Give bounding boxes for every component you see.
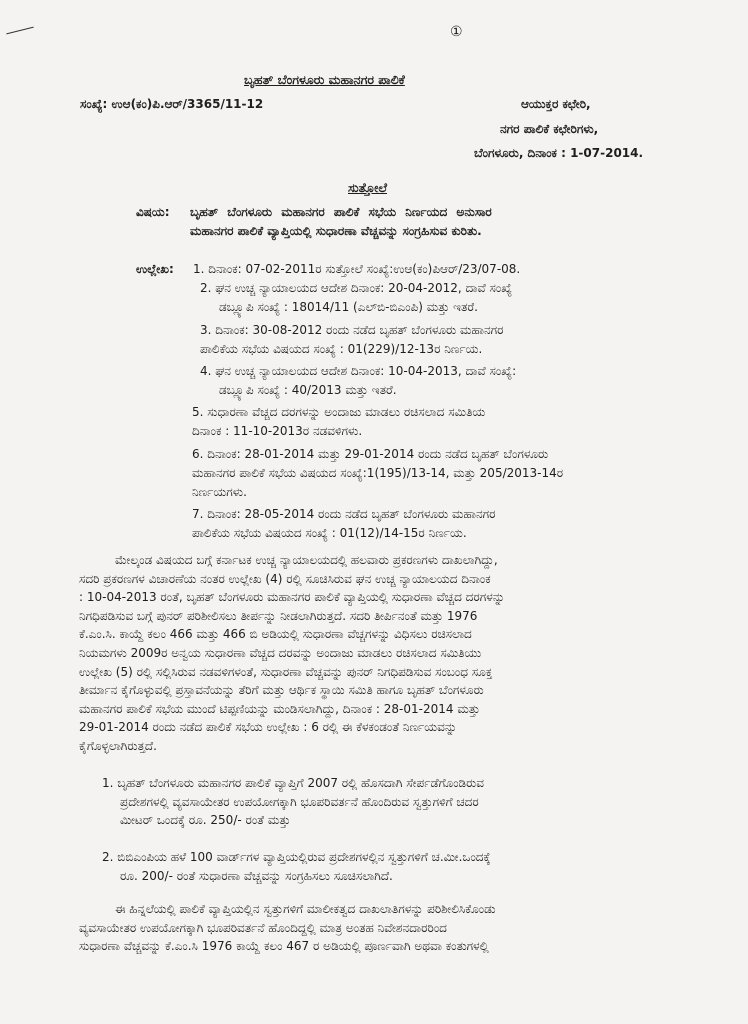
decision-line: ರೂ. 200/- ರಂತೆ ಸುಧಾರಣಾ ವೆಚ್ಚವನ್ನು ಸಂಗ್ರಹಿಸಲು ಸೂಚಿಸಲಾಗಿದೆ. [120, 868, 393, 883]
reference-6-line-2: ಮಹಾನಗರ ಪಾಲಿಕೆ ಸಭೆಯ ವಿಷಯದ ಸಂಖ್ಯೆ:1(195)/13-14, ಮತ್ತು 205/2013-14ರ [192, 466, 564, 480]
decision-2 [102, 848, 672, 885]
body-line: ಉಲ್ಲೇಖ (5) ರಲ್ಲಿ ಸಲ್ಲಿಸಿರುವ ನಡವಳಿಗಳಂತೆ, ಸುಧಾರಣಾ ವೆಚ್ಚವನ್ನು ಪುನರ್ ನಿಗಧಿಪಡಿಸುವ ಸಂಬಂಧ ಸೂಕ್ತ [79, 664, 493, 679]
reference-7-line-2: ಪಾಲಿಕೆಯ ಸಭೆಯ ವಿಷಯದ ಸಂಖ್ಯೆ : 01(12)/14-15ರ ನಿರ್ಣಯ. [192, 526, 467, 540]
reference-2-line-2: ಡಬ್ಲ್ಯೂಪಿ ಸಂಖ್ಯೆ : 18014/11 (ಎಲ್‌ಬಿ-ಬಿಎಂಪಿ) ಮತ್ತು ಇತರೆ. [219, 300, 478, 314]
body-line: : 10-04-2013 ರಂತೆ, ಬೃಹತ್ ಬೆಂಗಳೂರು ಮಹಾನಗರ ಪಾಲಿಕೆ ವ್ಯಾಪ್ತಿಯಲ್ಲಿ ಸುಧಾರಣಾ ವೆಚ್ಚದ ದರಗಳನ್ನು [79, 590, 505, 605]
body-line: ನಿಯಮಗಳು 2009ರ ಅನ್ವಯ ಸುಧಾರಣಾ ವೆಚ್ಚದ ದರವನ್ನು ಅಂದಾಜು ಮಾಡಲು ರಚಿಸಲಾದ ಸಮಿತಿಯು [79, 645, 482, 660]
organisation-title: ಬೃಹತ್ ಬೆಂಗಳೂರು ಮಹಾನಗರ ಪಾಲಿಕೆ [244, 72, 405, 87]
closing-line: ವ್ಯವಸಾಯೇತರ ಉಪಯೋಗಕ್ಕಾಗಿ ಭೂಪರಿವರ್ತನೆ ಹೊಂದಿದ್ದಲ್ಲಿ ಮಾತ್ರ ಅಂತಹ ನಿವೇಶನದಾರರಿಂದ [79, 920, 447, 935]
reference-5-line-2: ದಿನಾಂಕ : 11-10-2013ರ ನಡವಳಿಗಳು. [192, 424, 363, 438]
decision-line: ಪ್ರದೇಶಗಳಲ್ಲಿ ವ್ಯವಸಾಯೇತರ ಉಪಯೋಗಕ್ಕಾಗಿ ಭೂಪರಿವರ್ತನೆ ಹೊಂದಿರುವ ಸ್ವತ್ತುಗಳಿಗೆ ಚದರ [120, 794, 479, 809]
reference-1: 1. ದಿನಾಂಕ: 07-02-2011ರ ಸುತ್ತೋಲೆ ಸಂಖ್ಯೆ:ಉಆ(ಕಂ)ಪಿಆರ್/23/07-08. [193, 262, 521, 276]
reference-6-line-1: 6. ದಿನಾಂಕ: 28-01-2014 ಮತ್ತು 29-01-2014 ರಂದು ನಡೆದ ಬೃಹತ್ ಬೆಂಗಳೂರು [192, 447, 549, 461]
reference-3-line-2: ಪಾಲಿಕೆಯ ಸಭೆಯ ವಿಷಯದ ಸಂಖ್ಯೆ : 01(229)/12-13ರ ನಿರ್ಣಯ. [200, 342, 483, 356]
reference-5-line-1: 5. ಸುಧಾರಣಾ ವೆಚ್ಚದ ದರಗಳನ್ನು ಅಂದಾಜು ಮಾಡಲು ರಚಿಸಲಾದ ಸಮಿತಿಯ [192, 405, 486, 419]
office-line-1: ಆಯುಕ್ತರ ಕಛೇರಿ, [521, 97, 591, 111]
body-line: ಸದರಿ ಪ್ರಕರಣಗಳ ವಿಚಾರಣೆಯ ನಂತರ ಉಲ್ಲೇಖ (4) ರಲ್ಲಿ ಸೂಚಿಸಿರುವ ಘನ ಉಚ್ಚ ನ್ಯಾಯಾಲಯದ ದಿನಾಂಕ [79, 571, 491, 586]
reference-4-line-1: 4. ಘನ ಉಚ್ಚ ನ್ಯಾಯಾಲಯದ ಆದೇಶ ದಿನಾಂಕ: 10-04-2013, ದಾವೆ ಸಂಖ್ಯೆ: [200, 364, 517, 378]
reference-3-line-1: 3. ದಿನಾಂಕ: 30-08-2012 ರಂದು ನಡೆದ ಬೃಹತ್ ಬೆಂಗಳೂರು ಮಹಾನಗರ [200, 323, 504, 337]
office-line-3-date: ಬೆಂಗಳೂರು, ದಿನಾಂಕ : 1-07-2014. [474, 146, 644, 160]
body-line: ನಿಗಧಿಪಡಿಸುವ ಬಗ್ಗೆ ಪುನರ್ ಪರಿಶೀಲಿಸಲು ತೀರ್ಪನ್ನು ನೀಡಲಾಗಿರುತ್ತದೆ. ಸದರಿ ತೀರ್ಪಿನಂತೆ ಮತ್ತು 1976 [79, 608, 478, 623]
references-label: ಉಲ್ಲೇಖ: [136, 262, 174, 276]
decision-line: ಮೀಟರ್ ಒಂದಕ್ಕೆ ರೂ. 250/- ರಂತೆ ಮತ್ತು [120, 813, 291, 828]
reference-4-line-2: ಡಬ್ಲ್ಯೂಪಿ ಸಂಖ್ಯೆ : 40/2013 ಮತ್ತು ಇತರೆ. [219, 383, 397, 397]
decision-line: 1. ಬೃಹತ್ ಬೆಂಗಳೂರು ಮಹಾನಗರ ಪಾಲಿಕೆ ವ್ಯಾಪ್ತಿಗೆ 2007 ರಲ್ಲಿ ಹೊಸದಾಗಿ ಸೇರ್ಪಡೆಗೊಂಡಿರುವ [102, 776, 484, 790]
body-line: ಕೈಗೊಳ್ಳಲಾಗಿರುತ್ತದೆ. [79, 738, 157, 753]
closing-paragraph [79, 900, 679, 956]
body-line: ಕೆ.ಎಂ.ಸಿ. ಕಾಯ್ದೆ ಕಲಂ 466 ಮತ್ತು 466 ಬಿ ಅಡಿಯಲ್ಲಿ ಸುಧಾರಣಾ ವೆಚ್ಚಗಳನ್ನು ವಿಧಿಸಲು ರಚಿಸಲಾದ [79, 627, 472, 642]
body-line: ತೀರ್ಮಾನ ಕೈಗೊಳ್ಳುವಲ್ಲಿ ಪ್ರಸ್ತಾವನೆಯನ್ನು ತೆರಿಗೆ ಮತ್ತು ಆರ್ಥಿಕ ಸ್ಥಾಯಿ ಸಮಿತಿ ಹಾಗೂ ಬೃಹತ್ ಬೆಂಗಳೂರು [79, 683, 484, 698]
subject-label: ವಿಷಯ: [136, 205, 170, 219]
reference-6-line-3: ನಿರ್ಣಯಗಳು. [192, 485, 247, 499]
body-paragraph [79, 551, 679, 756]
closing-line: ಸುಧಾರಣಾ ವೆಚ್ಚವನ್ನು ಕೆ.ಎಂ.ಸಿ 1976 ಕಾಯ್ದೆ ಕಲಂ 467 ರ ಅಡಿಯಲ್ಲಿ ಪೂರ್ಣವಾಗಿ ಅಥವಾ ಕಂತುಗಳಲ್ಲಿ [79, 939, 489, 954]
pen-mark [6, 27, 33, 35]
body-line: ಮೇಲ್ಕಂಡ ವಿಷಯದ ಬಗ್ಗೆ ಕರ್ನಾಟಕ ಉಚ್ಚ ನ್ಯಾಯಾಲಯದಲ್ಲಿ ಹಲವಾರು ಪ್ರಕರಣಗಳು ದಾಖಲಾಗಿದ್ದು, [115, 553, 498, 567]
reference-number: ಸಂಖ್ಯೆ: ಉಆ(ಕಂ)ಪಿ.ಆರ್/3365/11-12 [80, 97, 264, 111]
subject-line-1: ಬೃಹತ್ ಬೆಂಗಳೂರು ಮಹಾನಗರ ಪಾಲಿಕೆ ಸಭೆಯ ನಿರ್ಣಯದ ಅನುಸಾರ [190, 205, 492, 219]
office-line-2: ನಗರ ಪಾಲಿಕೆ ಕಛೇರಿಗಳು, [500, 122, 599, 136]
body-line: ಮಹಾನಗರ ಪಾಲಿಕೆ ಸಭೆಯ ಮುಂದೆ ಟಿಪ್ಪಣಿಯನ್ನು ಮಂಡಿಸಲಾಗಿದ್ದು, ದಿನಾಂಕ : 28-01-2014 ಮತ್ತು [79, 701, 480, 716]
decision-line: 2. ಬಿಬಿಎಂಪಿಯ ಹಳೆ 100 ವಾರ್ಡ್‌ಗಳ ವ್ಯಾಪ್ತಿಯಲ್ಲಿರುವ ಪ್ರದೇಶಗಳಲ್ಲಿನ ಸ್ವತ್ತುಗಳಿಗೆ ಚ.ಮೀ.ಒಂದಕ್ಕೆ [102, 850, 491, 864]
reference-2-line-1: 2. ಘನ ಉಚ್ಚ ನ್ಯಾಯಾಲಯದ ಆದೇಶ ದಿನಾಂಕ: 20-04-2012, ದಾವೆ ಸಂಖ್ಯೆ [200, 281, 513, 295]
reference-7-line-1: 7. ದಿನಾಂಕ: 28-05-2014 ರಂದು ನಡೆದ ಬೃಹತ್ ಬೆಂಗಳೂರು ಮಹಾನಗರ [192, 507, 496, 521]
circular-title: ಸುತ್ತೋಲೆ [348, 180, 387, 195]
page-number-mark: ① [450, 24, 463, 40]
closing-line: ಈ ಹಿನ್ನಲೆಯಲ್ಲಿ ಪಾಲಿಕೆ ವ್ಯಾಪ್ತಿಯಲ್ಲಿನ ಸ್ವತ್ತುಗಳಿಗೆ ಮಾಲೀಕತ್ವದ ದಾಖಲಾತಿಗಳನ್ನು ಪರಿಶೀಲಿಸಿಕೊಂಡು [115, 902, 496, 916]
body-line: 29-01-2014 ರಂದು ನಡೆದ ಪಾಲಿಕೆ ಸಭೆಯ ಉಲ್ಲೇಖ : 6 ರಲ್ಲಿ ಈ ಕೆಳಕಂಡಂತೆ ನಿರ್ಣಯವನ್ನು [79, 720, 457, 735]
decision-1 [102, 774, 672, 830]
subject-line-2: ಮಹಾನಗರ ಪಾಲಿಕೆ ವ್ಯಾಪ್ತಿಯಲ್ಲಿ ಸುಧಾರಣಾ ವೆಚ್ಚವನ್ನು ಸಂಗ್ರಹಿಸುವ ಕುರಿತು. [190, 224, 482, 238]
